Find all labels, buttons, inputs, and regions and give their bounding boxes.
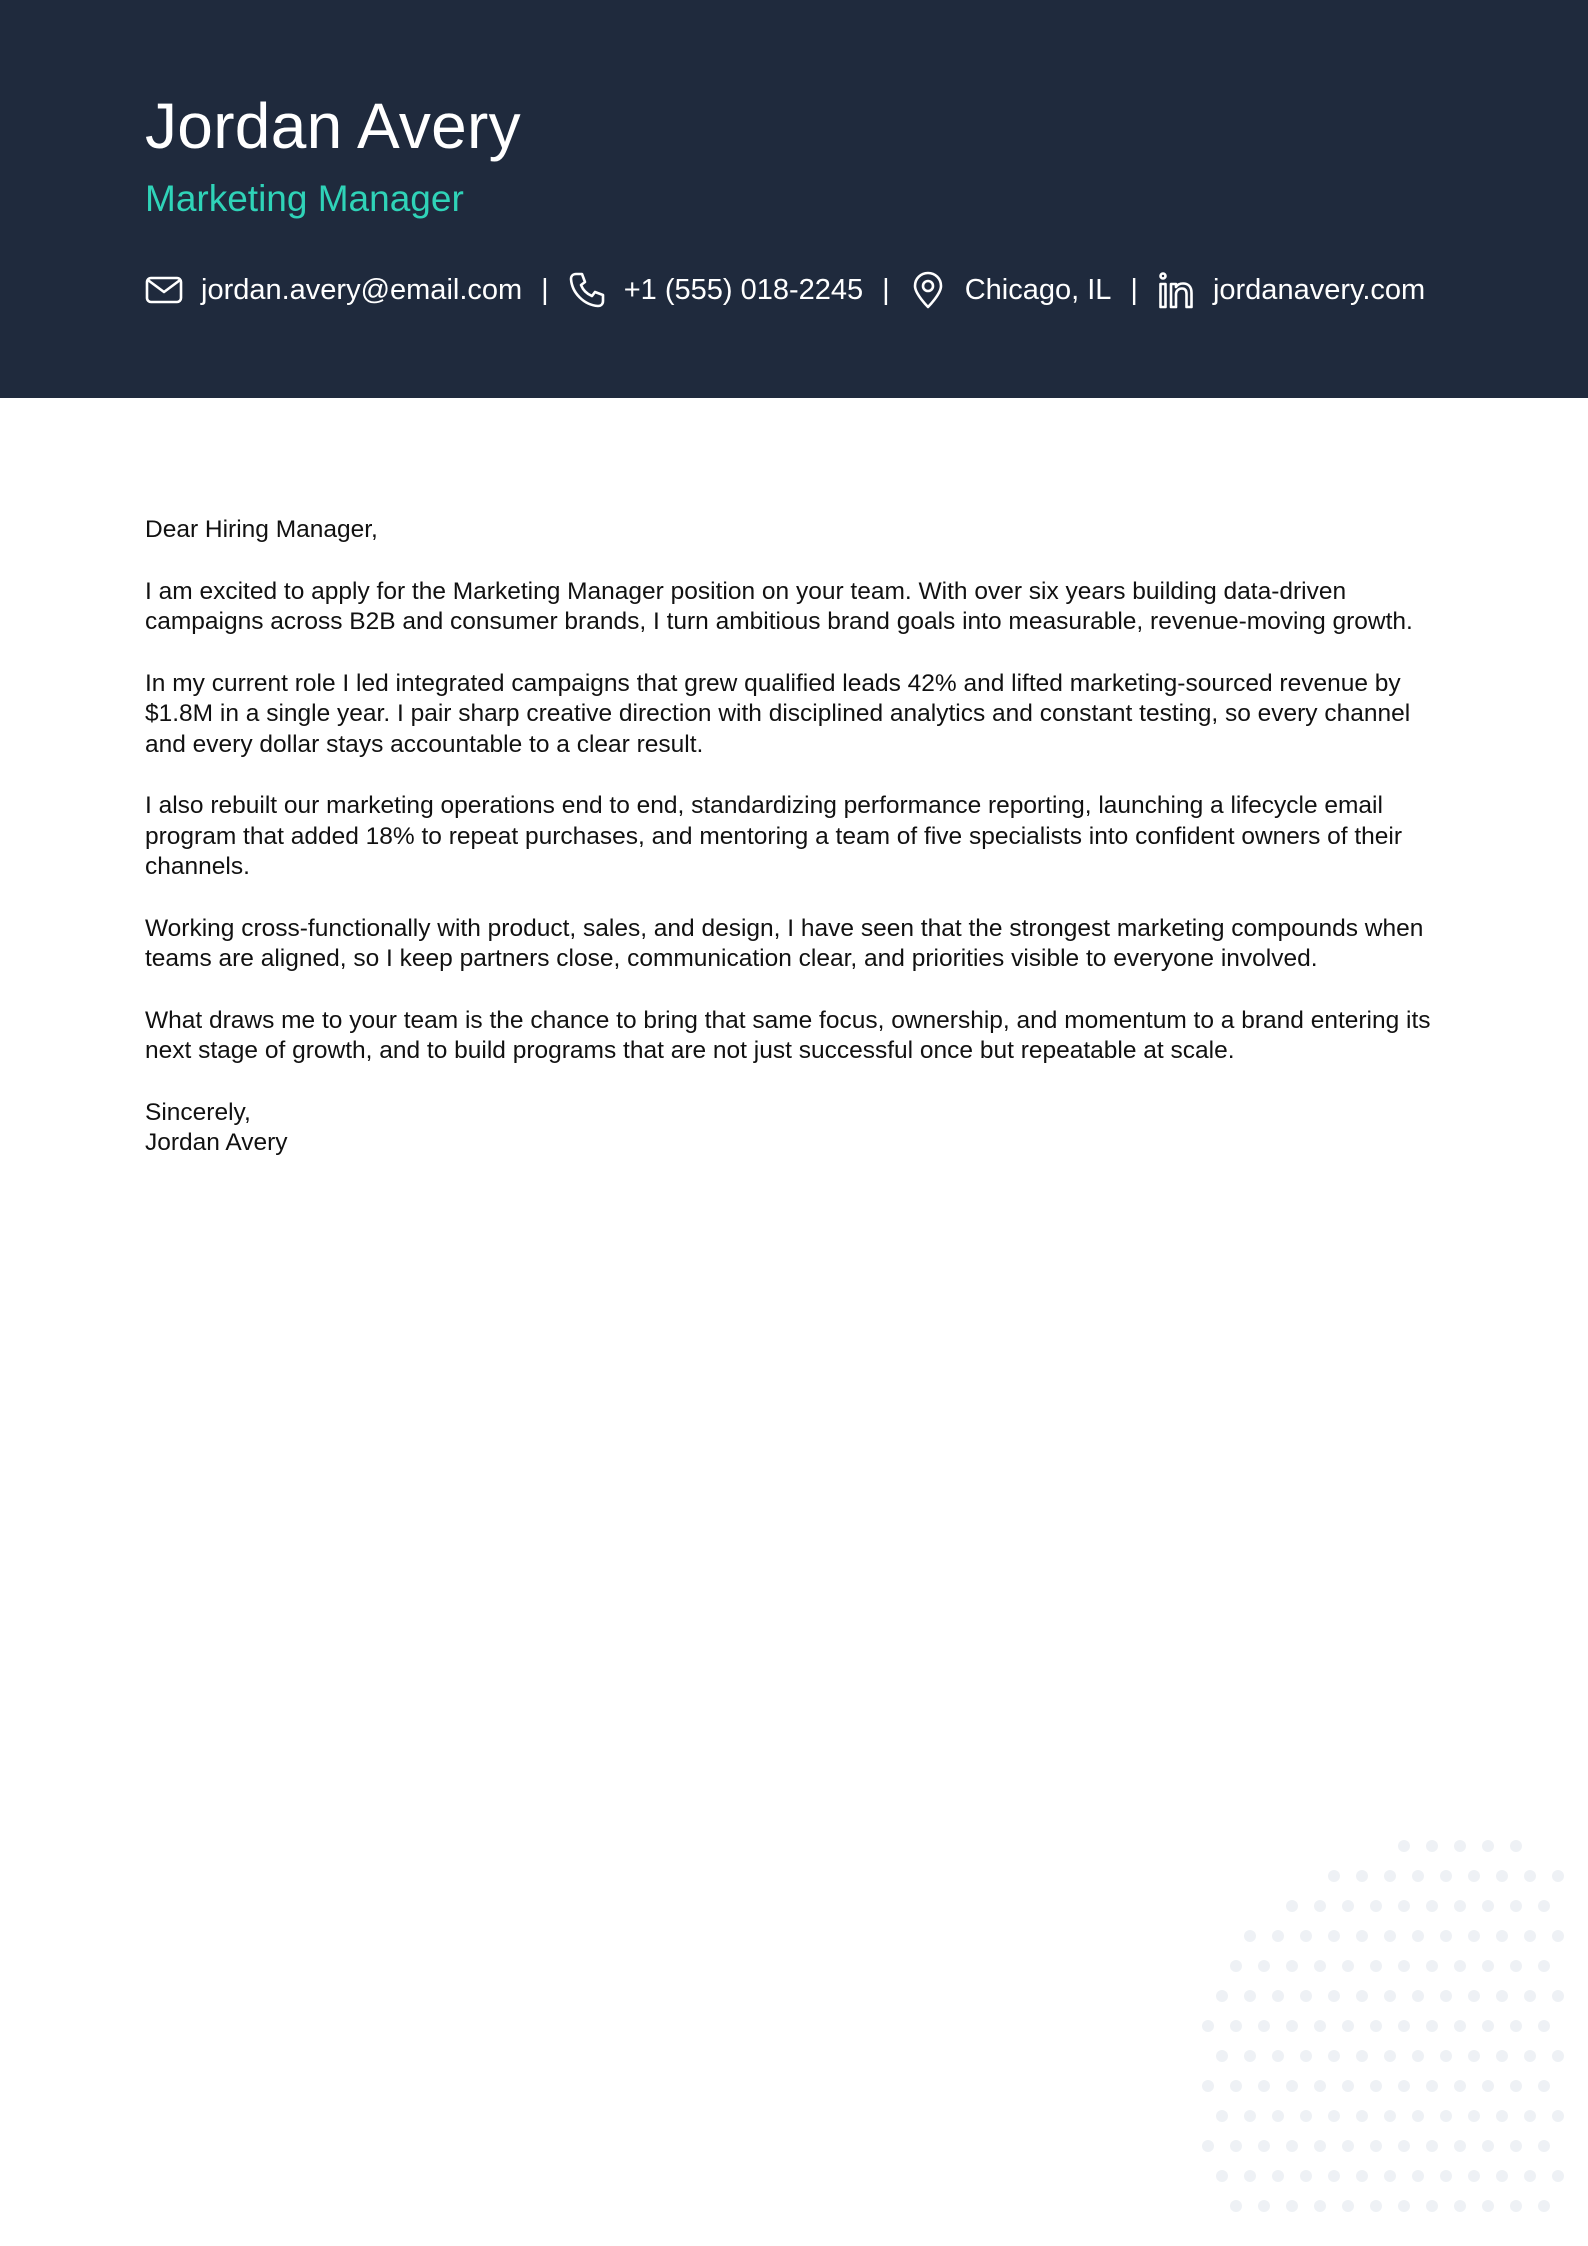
decorative-dot xyxy=(1510,1960,1522,1972)
decorative-dot xyxy=(1286,1960,1298,1972)
decorative-dot xyxy=(1538,2080,1550,2092)
decorative-dot xyxy=(1468,2110,1480,2122)
decorative-dot xyxy=(1342,2020,1354,2032)
decorative-dot xyxy=(1454,2200,1466,2212)
decorative-dot xyxy=(1454,1900,1466,1912)
decorative-dot xyxy=(1510,2200,1522,2212)
decorative-dot xyxy=(1216,2170,1228,2182)
closing: Sincerely, xyxy=(145,1098,251,1126)
decorative-dot xyxy=(1468,2170,1480,2182)
decorative-dot xyxy=(1230,2200,1242,2212)
decorative-dot xyxy=(1216,2110,1228,2122)
decorative-dot xyxy=(1440,2170,1452,2182)
location-text: Chicago, IL xyxy=(964,273,1112,306)
decorative-dot xyxy=(1356,1990,1368,2002)
decorative-dot xyxy=(1552,2170,1564,2182)
decorative-dot xyxy=(1272,1990,1284,2002)
decorative-dot xyxy=(1398,1900,1410,1912)
decorative-dot xyxy=(1286,2080,1298,2092)
decorative-dot xyxy=(1524,1930,1536,1942)
decorative-dot xyxy=(1370,2020,1382,2032)
decorative-dot xyxy=(1314,1960,1326,1972)
decorative-dot xyxy=(1482,2140,1494,2152)
decorative-dot xyxy=(1510,1840,1522,1852)
decorative-dot xyxy=(1342,1960,1354,1972)
decorative-dot xyxy=(1258,2080,1270,2092)
contact-website[interactable] xyxy=(1157,271,1425,309)
decorative-dot xyxy=(1356,2110,1368,2122)
decorative-dot xyxy=(1552,2050,1564,2062)
decorative-dot xyxy=(1272,2170,1284,2182)
decorative-dot xyxy=(1412,1990,1424,2002)
decorative-dot xyxy=(1314,2200,1326,2212)
decorative-dot xyxy=(1482,2020,1494,2032)
decorative-dot xyxy=(1342,2080,1354,2092)
decorative-dot xyxy=(1244,1990,1256,2002)
decorative-dot xyxy=(1440,1870,1452,1882)
decorative-dot xyxy=(1286,1900,1298,1912)
paragraph: Working cross-functionally with product, sales, and design, I have seen that the strongest marketing compounds when teams are aligned, so I keep partners close, communication clear, and priorities visible to everyone involved. xyxy=(145,914,1424,972)
decorative-dot xyxy=(1412,1930,1424,1942)
decorative-dot xyxy=(1426,2140,1438,2152)
linkedin-icon xyxy=(1157,271,1195,309)
contact-info-row xyxy=(145,268,1425,312)
decorative-dot xyxy=(1300,2050,1312,2062)
signature: Jordan Avery xyxy=(145,1129,288,1156)
decorative-dot xyxy=(1482,1960,1494,1972)
decorative-dot xyxy=(1552,1870,1564,1882)
decorative-dot xyxy=(1552,2110,1564,2122)
decorative-dot xyxy=(1538,1900,1550,1912)
decorative-dot xyxy=(1426,2200,1438,2212)
decorative-dot xyxy=(1454,2080,1466,2092)
decorative-dot xyxy=(1300,2170,1312,2182)
header-banner xyxy=(0,0,1588,398)
decorative-dot xyxy=(1328,2170,1340,2182)
decorative-dot xyxy=(1230,2020,1242,2032)
decorative-dot xyxy=(1300,1930,1312,1942)
envelope-icon xyxy=(145,271,183,309)
decorative-dot xyxy=(1216,2050,1228,2062)
decorative-dot-pattern xyxy=(1188,1826,1588,2246)
decorative-dot xyxy=(1244,1930,1256,1942)
decorative-dot xyxy=(1230,2140,1242,2152)
decorative-dot xyxy=(1552,1990,1564,2002)
decorative-dot xyxy=(1538,2200,1550,2212)
decorative-dot xyxy=(1398,2080,1410,2092)
decorative-dot xyxy=(1510,2080,1522,2092)
decorative-dot xyxy=(1412,2050,1424,2062)
decorative-dot xyxy=(1328,2050,1340,2062)
decorative-dot xyxy=(1482,1900,1494,1912)
contact-phone[interactable] xyxy=(568,271,863,309)
decorative-dot xyxy=(1482,1840,1494,1852)
decorative-dot xyxy=(1370,1900,1382,1912)
separator: | xyxy=(882,273,890,306)
decorative-dot xyxy=(1384,1930,1396,1942)
contact-email[interactable] xyxy=(145,271,522,309)
decorative-dot xyxy=(1426,2080,1438,2092)
paragraph: I also rebuilt our marketing operations end to end, standardizing performance reporting, launching a lifecycle email program that added 18% to repeat purchases, and mentoring a team of five specialists into confident owners of their channels. xyxy=(145,792,1403,880)
decorative-dot xyxy=(1314,2080,1326,2092)
decorative-dot xyxy=(1216,1990,1228,2002)
decorative-dot xyxy=(1454,2020,1466,2032)
decorative-dot xyxy=(1202,2020,1214,2032)
decorative-dot xyxy=(1314,1900,1326,1912)
decorative-dot xyxy=(1398,1840,1410,1852)
decorative-dot xyxy=(1258,2140,1270,2152)
decorative-dot xyxy=(1538,1960,1550,1972)
decorative-dot xyxy=(1384,2110,1396,2122)
decorative-dot xyxy=(1398,2200,1410,2212)
decorative-dot xyxy=(1496,2050,1508,2062)
decorative-dot xyxy=(1300,1990,1312,2002)
decorative-dot xyxy=(1398,1960,1410,1972)
decorative-dot xyxy=(1524,2110,1536,2122)
decorative-dot xyxy=(1300,2110,1312,2122)
decorative-dot xyxy=(1328,1930,1340,1942)
separator: | xyxy=(541,273,549,306)
decorative-dot xyxy=(1412,2110,1424,2122)
decorative-dot xyxy=(1440,1930,1452,1942)
decorative-dot xyxy=(1370,2140,1382,2152)
decorative-dot xyxy=(1440,2110,1452,2122)
decorative-dot xyxy=(1244,2050,1256,2062)
decorative-dot xyxy=(1426,2020,1438,2032)
decorative-dot xyxy=(1384,2050,1396,2062)
decorative-dot xyxy=(1496,1930,1508,1942)
paragraph: In my current role I led integrated campaigns that grew qualified leads 42% and lifted marketing-sourced revenue by $1.8M in a single year. I pair sharp creative direction with disciplined analytics and constant testing, so every channel and every dollar stays accountable to a clear result. xyxy=(145,669,1411,758)
decorative-dot xyxy=(1538,2140,1550,2152)
website-text: jordanavery.com xyxy=(1212,273,1426,306)
decorative-dot xyxy=(1426,1900,1438,1912)
decorative-dot xyxy=(1412,2170,1424,2182)
decorative-dot xyxy=(1482,2200,1494,2212)
decorative-dot xyxy=(1524,2050,1536,2062)
decorative-dot xyxy=(1412,1870,1424,1882)
decorative-dot xyxy=(1342,1900,1354,1912)
decorative-dot xyxy=(1454,1840,1466,1852)
decorative-dot xyxy=(1314,2020,1326,2032)
decorative-dot xyxy=(1524,1990,1536,2002)
paragraph: What draws me to your team is the chance to bring that same focus, ownership, and momentum to a brand entering its next stage of growth, and to build programs that are not just successful once but repeatable at scale. xyxy=(145,1006,1431,1064)
decorative-dot xyxy=(1258,1960,1270,1972)
decorative-dot xyxy=(1496,1870,1508,1882)
separator: | xyxy=(1130,273,1138,306)
decorative-dot xyxy=(1510,1900,1522,1912)
decorative-dot xyxy=(1286,2200,1298,2212)
decorative-dot xyxy=(1356,2050,1368,2062)
decorative-dot xyxy=(1328,2110,1340,2122)
decorative-dot xyxy=(1468,2050,1480,2062)
decorative-dot xyxy=(1482,2080,1494,2092)
decorative-dot xyxy=(1258,2200,1270,2212)
decorative-dot xyxy=(1328,1990,1340,2002)
paragraph: I am excited to apply for the Marketing Manager position on your team. With over six years building data-driven campaigns across B2B and consumer brands, I turn ambitious brand goals into measurable, revenue-moving growth. xyxy=(145,577,1413,635)
decorative-dot xyxy=(1454,1960,1466,1972)
decorative-dot xyxy=(1342,2140,1354,2152)
decorative-dot xyxy=(1454,2140,1466,2152)
applicant-name: Jordan Avery xyxy=(145,90,521,162)
decorative-dot xyxy=(1272,2110,1284,2122)
decorative-dot xyxy=(1230,1960,1242,1972)
decorative-dot xyxy=(1468,1930,1480,1942)
decorative-dot xyxy=(1398,2140,1410,2152)
decorative-dot xyxy=(1272,2050,1284,2062)
decorative-dot xyxy=(1496,2110,1508,2122)
decorative-dot xyxy=(1356,2170,1368,2182)
decorative-dot xyxy=(1468,1870,1480,1882)
phone-text: +1 (555) 018-2245 xyxy=(623,273,864,306)
decorative-dot xyxy=(1286,2020,1298,2032)
decorative-dot xyxy=(1272,1930,1284,1942)
decorative-dot xyxy=(1342,2200,1354,2212)
contact-location xyxy=(909,271,1112,309)
letter-body xyxy=(145,515,1445,1159)
decorative-dot xyxy=(1552,1930,1564,1942)
decorative-dot xyxy=(1496,2170,1508,2182)
decorative-dot xyxy=(1426,1960,1438,1972)
phone-icon xyxy=(568,271,606,309)
decorative-dot xyxy=(1496,1990,1508,2002)
decorative-dot xyxy=(1384,2170,1396,2182)
decorative-dot xyxy=(1524,2170,1536,2182)
decorative-dot xyxy=(1384,1990,1396,2002)
decorative-dot xyxy=(1426,1840,1438,1852)
decorative-dot xyxy=(1510,2140,1522,2152)
decorative-dot xyxy=(1328,1870,1340,1882)
decorative-dot xyxy=(1384,1870,1396,1882)
decorative-dot xyxy=(1440,1990,1452,2002)
decorative-dot xyxy=(1524,1870,1536,1882)
location-pin-icon xyxy=(909,271,947,309)
job-title: Marketing Manager xyxy=(145,178,464,219)
decorative-dot xyxy=(1258,2020,1270,2032)
decorative-dot xyxy=(1370,1960,1382,1972)
decorative-dot xyxy=(1398,2020,1410,2032)
email-text: jordan.avery@email.com xyxy=(201,273,523,306)
decorative-dot xyxy=(1440,2050,1452,2062)
decorative-dot xyxy=(1230,2080,1242,2092)
decorative-dot xyxy=(1314,2140,1326,2152)
salutation: Dear Hiring Manager, xyxy=(145,516,378,543)
decorative-dot xyxy=(1468,1990,1480,2002)
decorative-dot xyxy=(1370,2080,1382,2092)
decorative-dot xyxy=(1356,1930,1368,1942)
decorative-dot xyxy=(1202,2140,1214,2152)
decorative-dot xyxy=(1538,2020,1550,2032)
decorative-dot xyxy=(1510,2020,1522,2032)
decorative-dot xyxy=(1286,2140,1298,2152)
decorative-dot xyxy=(1244,2170,1256,2182)
decorative-dot xyxy=(1356,1870,1368,1882)
decorative-dot xyxy=(1202,2080,1214,2092)
decorative-dot xyxy=(1370,2200,1382,2212)
decorative-dot xyxy=(1244,2110,1256,2122)
